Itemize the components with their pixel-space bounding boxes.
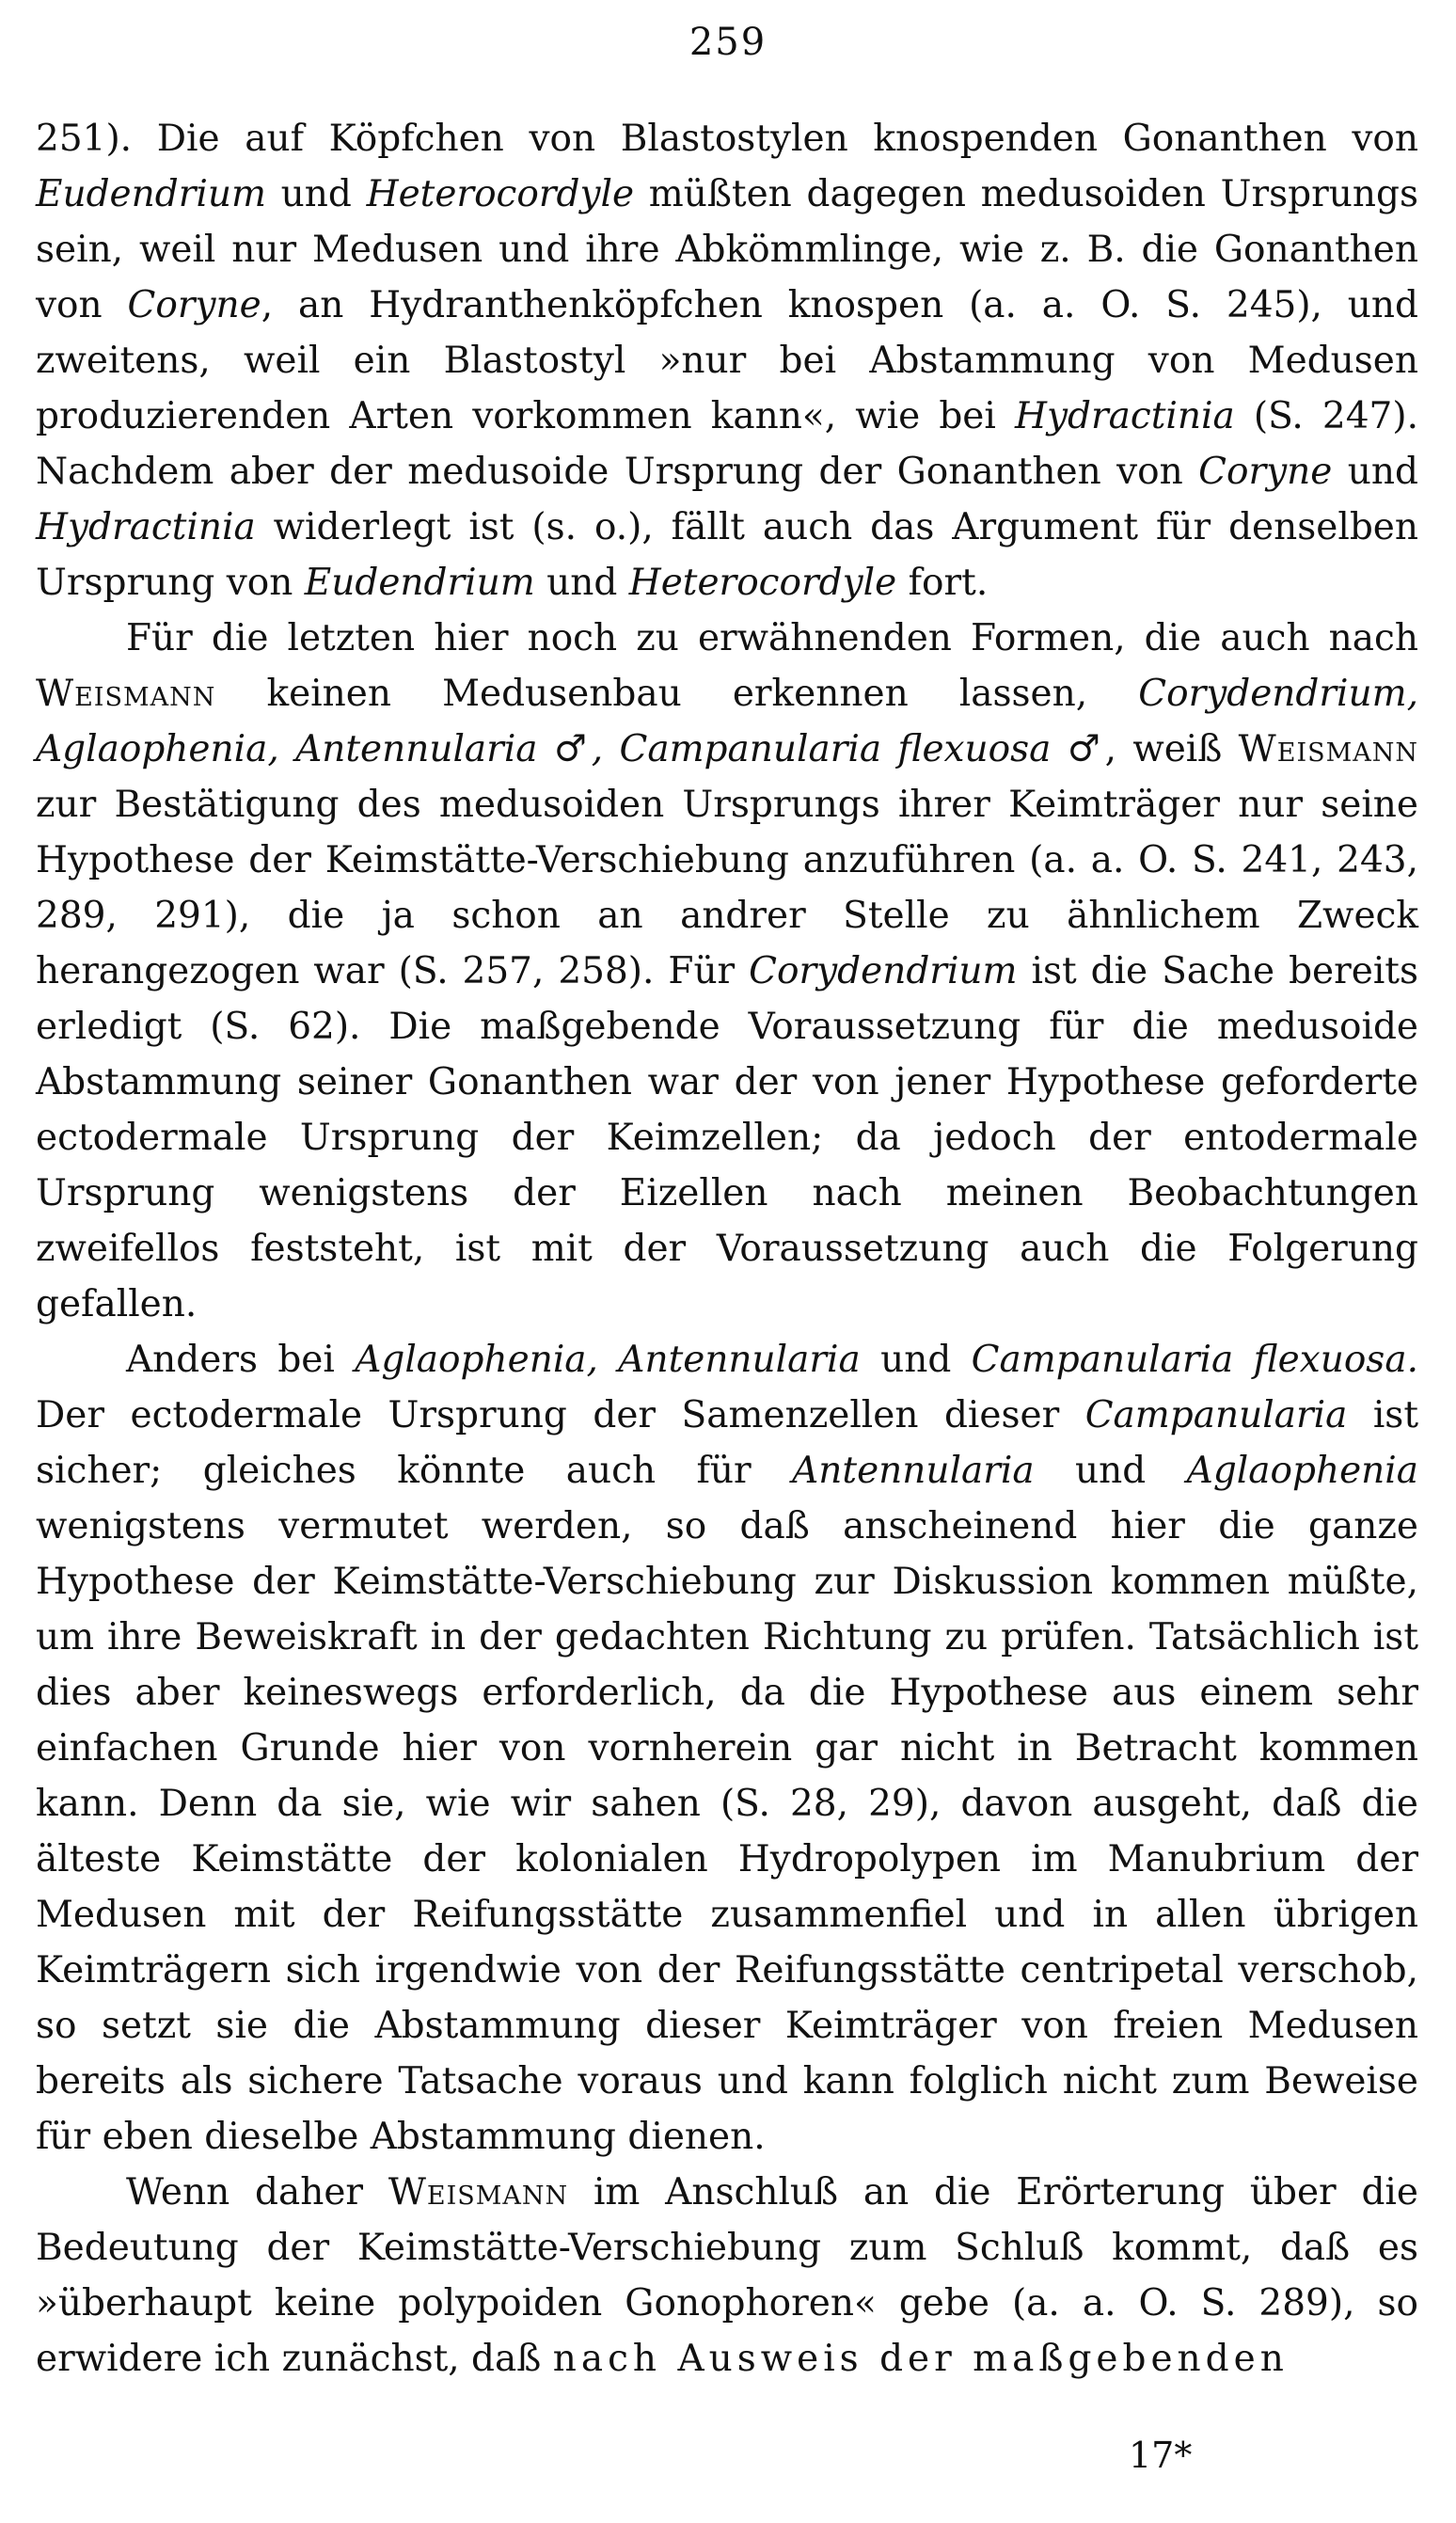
author-name: Weismann (1238, 728, 1419, 770)
paragraph-4: Wenn daher Weismann im Anschluß an die Erörterung über die Bedeutung der Keimstätte-Verschiebung zum Schluß kommt, daß es »überhaupt keine polypoiden Gonophoren« gebe (a. a. O. S. 289), so erwidere ich zunächst, daß nach Ausweis der maßgebenden (36, 2171, 1418, 2380)
signature-mark: 17* (1129, 2435, 1193, 2476)
paragraph-3: Anders bei Aglaophenia, Antennularia und Campanularia flexuosa. Der ectodermale Ursprung der Samenzellen dieser Campanularia ist sicher; gleiches könnte auch für Antennularia und Aglaophenia wenigstens vermutet werden, so daß anscheinend hier die ganze Hypothese der Keimstätte-Verschiebung zur Diskussion kommen müßte, um ihre Beweiskraft in der gedachten Richtung zu prüfen. Tatsächlich ist dies aber keineswegs erforderlich, da die Hypothese aus einem sehr einfachen Grunde hier von vornherein gar nicht in Betracht kommen kann. Denn da sie, wie wir sahen (S. 28, 29), davon ausgeht, daß die älteste Keimstätte der kolonialen Hydropolypen im Manubrium der Medusen mit der Reifungsstätte zusammenfiel und in allen übrigen Keimträgern sich irgendwie von der Reifungsstätte centripetal verschob, so setzt sie die Abstammung dieser Keimträger von freien Medusen bereits als sichere Tatsache voraus und kann folglich nicht zum Beweise für eben dieselbe Abstammung dienen. (36, 1339, 1419, 2158)
author-name: Weismann (388, 2171, 569, 2214)
paragraph-1: 251). Die auf Köpfchen von Blastostylen knospenden Gonanthen von Eudendrium und Heterocordyle müßten dagegen medusoiden Ursprungs sein, weil nur Medusen und ihre Abkömmlinge, wie z. B. die Gonanthen von Coryne, an Hydranthenköpfchen knospen (a. a. O. S. 245), und zweitens, weil ein Blastostyl »nur bei Abstammung von Medusen produzierenden Arten vorkommen kann«, wie bei Hydractinia (S. 247). Nachdem aber der medusoide Ursprung der Gonanthen von Coryne und Hydractinia widerlegt ist (s. o.), fällt auch das Argument für denselben Ursprung von Eudendrium und Heterocordyle fort. (36, 118, 1419, 604)
spaced-emphasis: nach Ausweis der maßgebenden (552, 2338, 1289, 2380)
page-number: 259 (688, 21, 768, 64)
paragraph-2: Für die letzten hier noch zu erwähnenden Formen, die auch nach Weismann keinen Medusenbau erkennen lassen, Corydendrium, Aglaophenia, Antennularia ♂, Campanularia flexuosa ♂, weiß Weismann zur Bestätigung des medusoiden Ursprungs ihrer Keimträger nur seine Hypothese der Keimstätte-Verschiebung anzuführen (a. a. O. S. 241, 243, 289, 291), die ja schon an andrer Stelle zu ähnlichem Zweck herangezogen war (S. 257, 258). Für Corydendrium ist die Sache bereits erledigt (S. 62). Die maßgebende Voraussetzung für die medusoide Abstammung seiner Gonanthen war der von jener Hypothese geforderte ectodermale Ursprung der Keimzellen; da jedoch der entodermale Ursprung wenigstens der Eizellen nach meinen Beobachtungen zweifellos feststeht, ist mit der Voraussetzung auch die Folgerung gefallen. (36, 617, 1419, 1325)
body-text (36, 111, 1418, 2387)
author-name: Weismann (36, 673, 216, 715)
